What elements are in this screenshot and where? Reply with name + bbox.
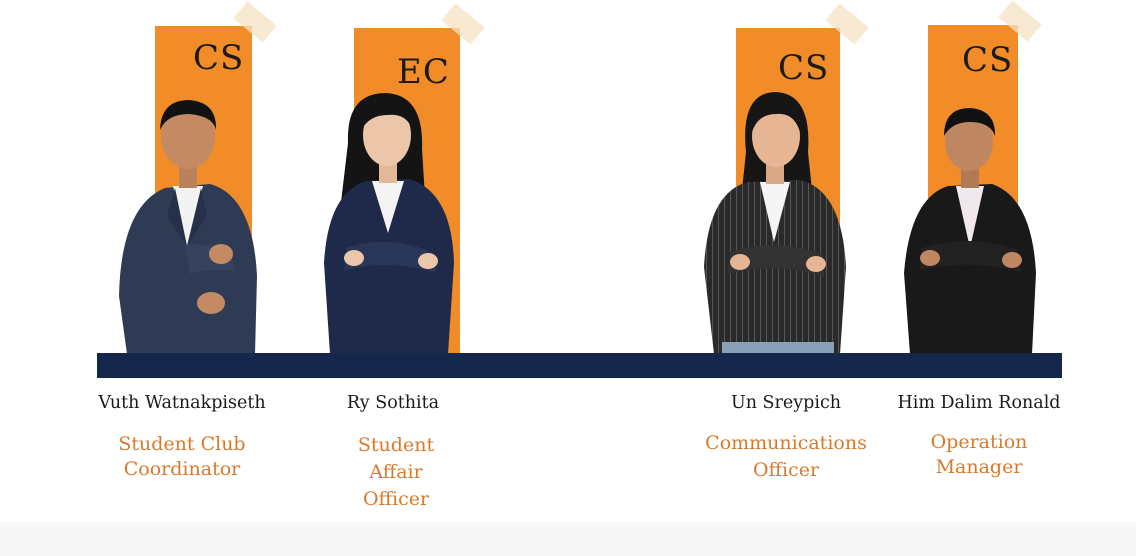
member-photo-4: [900, 108, 1038, 354]
role-line: Officer: [362, 488, 430, 510]
role-line: Officer: [752, 459, 820, 481]
department-label-4: CS: [962, 40, 1014, 80]
role-line: Manager: [935, 456, 1023, 478]
role-line: Operation: [930, 431, 1028, 453]
member-name-4: Him Dalim Ronald: [897, 393, 1061, 413]
member-role-3: [690, 430, 882, 484]
member-photo-2: [318, 93, 460, 354]
role-line: Student: [357, 434, 435, 456]
member-name-3: Un Sreypich: [730, 393, 842, 413]
department-label-2: EC: [397, 52, 450, 92]
member-role-1: [92, 432, 272, 482]
member-name-1: Vuth Watnakpiseth: [98, 393, 266, 413]
department-label-1: CS: [193, 38, 245, 78]
stage-bar: [97, 353, 1062, 378]
member-photo-1: [115, 96, 260, 354]
member-name-2: Ry Sothita: [346, 393, 440, 413]
bottom-strip: [0, 522, 1136, 556]
role-line: Communications: [705, 432, 867, 454]
role-line: Student Club: [118, 433, 246, 455]
member-role-2: [326, 432, 466, 513]
department-label-3: CS: [778, 48, 830, 88]
member-photo-3: [700, 92, 848, 354]
member-role-4: [904, 430, 1054, 480]
role-line: Coordinator: [123, 458, 241, 480]
role-line: Affair: [369, 461, 423, 483]
